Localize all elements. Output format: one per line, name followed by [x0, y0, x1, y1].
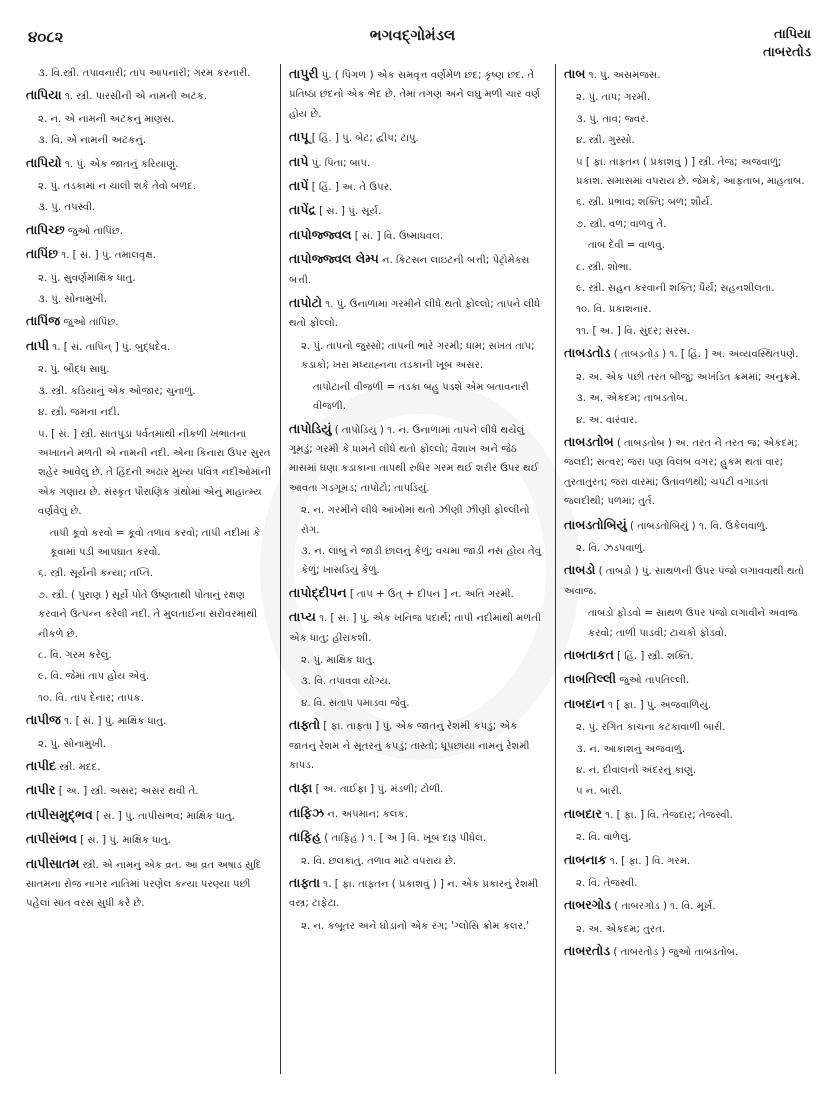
column-1 [18, 64, 280, 1074]
column-2 [280, 64, 556, 1074]
headword: તાબદાર [564, 805, 602, 821]
dictionary-entry [26, 244, 272, 265]
sense-definition: ૩. પું. તપસ્વી. [38, 202, 96, 214]
sense-definition: ૩. અ. એકદમ; તાબડતોબ. [576, 393, 688, 405]
definition: [ હિં. ] અ. તે ઉપર. [311, 182, 393, 194]
sense-definition: ૬. સ્ત્રી. સૂર્યની કન્યા; તપ્તિ. [38, 568, 154, 580]
dictionary-entry [564, 64, 810, 85]
definition: ( તાબડ઼તોડ઼ ) ૧. [ હિં. ] અ. અવ્યવસ્થિતપણે. [613, 349, 799, 361]
sense-definition: ૮. વિ. ગરમ કરેલું. [38, 649, 112, 661]
dictionary-entry [26, 336, 272, 357]
dictionary-entry [26, 710, 272, 731]
definition: જુઓ તાપતિલ્લી. [619, 675, 690, 687]
headword: તાપી [26, 337, 50, 353]
headword: તાપિચ્છ [26, 221, 65, 237]
sense-definition: ૨. પું. સુવર્ણમાક્ષિક ધાતુ. [38, 272, 136, 284]
definition: [ સં. ] પું. તાપીસંભવ; માક્ષિક ધાતુ. [96, 810, 235, 822]
headword: તાબડો [564, 562, 596, 578]
sense-definition: ૪. ન. દીવાલની અંદરનું કાણું. [576, 765, 697, 776]
definition: [ ફા. તાફ્તા ] પું. એક જાતનું રેશમી કપડું; એક જાતનું રેશમ ને સૂતરનું કપડું; તાસ્તો; ધૂપછાંયા નામનું રેશમી કાપડ. [289, 721, 530, 771]
sense-definition: ૫ ન. બારી. [576, 786, 623, 798]
sense-definition: ૩. વિ. તપાવવા યોગ્ય. [301, 676, 392, 688]
page-number: ૪૦૮૨ [28, 28, 64, 46]
sense-definition: ૬. સ્ત્રી. પ્રભાવ; શક્તિ; બળ; શૌર્ય. [576, 197, 713, 209]
definition: ૧. પું. એક જાતનું કરિયાણું. [64, 158, 179, 170]
headword: તાફા [289, 780, 313, 796]
dictionary-entry [564, 669, 810, 690]
dictionary-entry [289, 152, 547, 173]
sense-definition: ૨. પું. રંગિત કાચના કટકાવાળી બારી. [576, 722, 726, 734]
definition: [ હિં. ] પું. બેટ; દ્વીપ; ટાપુ. [311, 133, 419, 145]
headword: તાપિંજ [26, 313, 61, 329]
headword: તાબતિલ્લી [564, 671, 617, 687]
dictionary-entry [289, 827, 547, 848]
definition: [ સં. ] વિ. ઉષ્માધવલ. [354, 230, 444, 242]
definition: ૧. સ્ત્રી. પારસીની એ નામની અટક. [64, 91, 208, 103]
sense-definition: ૩. ન. લાંબું ને જાડી છાલનું કેળું; વચમાં જાડી નસ હોય તેવું કેળું; ખાસડિયું કેળું. [301, 545, 542, 577]
sense-definition: ૨. પું. તાપનો જુસ્સો; તાપની ભારે ગરમી; ધામ; સખત તાપ; કડાકો; ખરા મધ્યાહ્નના તડકાની ખૂબ અસર. [301, 340, 535, 372]
headword: તાપોદ્દીપન [289, 584, 347, 600]
dictionary-columns [18, 64, 818, 1074]
dictionary-entry [289, 249, 547, 290]
sense-definition: ૨. અ. એકદમ; તુરત. [576, 923, 666, 935]
headword: તાપીસમુદ્ભવ [26, 806, 93, 822]
sense-definition: ૨. ન. ગરમીને લીધે આંખોમાં થતો ઝીણી ઝીણી ફોલ્લીનો રોગ. [301, 505, 530, 536]
headword: તાપીસંભવ [26, 831, 77, 847]
definition: [ સં. ] પું. સૂર્ય. [319, 206, 382, 218]
dictionary-entry [289, 200, 547, 221]
sense-definition: ૮. સ્ત્રી. શોભા. [576, 261, 632, 273]
headword: તાપે [289, 153, 309, 169]
dictionary-entry [564, 560, 810, 601]
dictionary-entry [289, 419, 547, 499]
sense-definition: ૨. પું. બૌદ્ધ સાધુ. [38, 364, 110, 376]
sense-definition: ૨. વિ. છલકાતું. તળાવ માટે વપરાય છે. [301, 855, 457, 867]
headword: તાપીદ [26, 758, 57, 773]
sense-definition: ૩. વિ.સ્ત્રી. તપાવનારી; તાપ આપનારી; ગરમ કરનારી. [38, 68, 251, 79]
usage-example: તાબડો ફોડવો = સાથળ ઉપર પંજો લગાવીને અવાજ કરવો; તાળી પાડવી; ટાચકો ફોડવો. [588, 608, 798, 639]
dictionary-entry [26, 311, 272, 332]
dictionary-entry [289, 176, 547, 197]
headword: તાફ્તા [289, 875, 321, 891]
dictionary-entry [564, 941, 810, 962]
headword: તાપેંદ્ર [289, 202, 316, 218]
definition: ( તાબરતોડ઼ ) જુઓ તાબડતોબ. [613, 947, 739, 959]
headword: તાપૂ [289, 129, 309, 145]
headword: તાબ [564, 66, 586, 81]
sense-definition: ૨. અ. એક પછી તરત બીજું; અખંડિત ક્રમમાં; અનુક્રમે. [576, 371, 801, 383]
sense-definition: ૩. પું. તાવ; જ્વર. [576, 113, 649, 125]
sense-definition: ૩. વિ. એ નામની અટકનું. [38, 135, 147, 147]
sense-definition: ૩. ન. આકાશનું અજવાળું. [576, 743, 686, 755]
headword: તાફિહ [289, 829, 321, 845]
definition: ( તાબડ઼તોબ ) અ. તરત ને તરત જ; એકદમ; જલદી; સત્વર; જરા પણ વિલંબ વગર; હુકમ થતાં વાર; તુરતાતુરત; જરા વારમાં; ઉતાવળથી; ચપટી વગાડતાં જલદીથી; પળમાં; તુર્ત. [564, 437, 798, 508]
dictionary-entry [564, 694, 810, 715]
headword: તાફ્તો [289, 717, 321, 733]
dictionary-entry [564, 804, 810, 825]
dictionary-entry [564, 895, 810, 916]
definition: ( તાબરગોડ઼ ) ૧. વિ. મૂર્ખ. [614, 901, 716, 913]
definition: ( તાબડ઼તોબિયું ) ૧. વિ. ઉકેલવાળું. [630, 520, 769, 532]
headword: તાપીસાતમ [26, 855, 80, 871]
headword: તાપિયા [26, 87, 62, 103]
dictionary-entry [289, 607, 547, 648]
headword: તાપોડિયું [289, 420, 332, 436]
definition: ૧. [ ફા. તાફ્તન ( પ્રકાશવું ) ] ન. એક પ્રકારનું રેશમી વસ્ત્ર; ટાફેટા. [289, 879, 539, 910]
definition: ૧. [ ફા. ] વિ. ગરમ. [609, 855, 691, 867]
sense-definition: ૩. સ્ત્રી. કડિયાનું એક ઓજાર; ચુનાળું. [38, 385, 196, 397]
definition: ન. કિટસન લાઇટની બત્તી; પેટ્રોમેક્સ બત્તી. [289, 255, 530, 286]
dictionary-entry [564, 515, 810, 536]
dictionary-entry [26, 829, 272, 850]
usage-example: તાબ દેવી = વાળવું. [588, 240, 666, 252]
dictionary-entry [26, 153, 272, 174]
headword: તાપોજ્જ્વલ લેમ્પ [289, 251, 379, 267]
dictionary-entry [289, 225, 547, 246]
definition: પું. પિતા; બાપ. [311, 157, 371, 169]
dictionary-entry [289, 64, 547, 124]
dictionary-entry [26, 780, 272, 801]
headword: તાપેં [289, 178, 309, 194]
sense-definition: ૨. પું. માક્ષિક ધાતુ. [301, 654, 375, 666]
sense-definition: ૨. વિ. ઝડપવાળું. [576, 542, 646, 554]
dictionary-entry [289, 127, 547, 148]
definition: ૧. [ સં. તાપિન્ ] પું. બુદ્ધદેવ. [52, 341, 171, 353]
dictionary-entry [26, 854, 272, 914]
definition: સ્ત્રી. મદદ. [59, 762, 101, 773]
definition: ૧ [ ફા. ] પું. અજવાળિયું. [608, 699, 712, 711]
sense-definition: ૪. સ્ત્રી. ગુસ્સો. [576, 135, 635, 147]
headword: તાબનાક [564, 851, 607, 867]
sense-definition: ૨. ન. કબૂતર અને ઘોડાનો એક રંગ; 'ગ્લોસિ ક્રોમ કલર.' [301, 920, 530, 932]
dictionary-entry [289, 583, 547, 604]
sense-definition: ૨. પું. તાપ; ગરમી. [576, 92, 651, 104]
headword: તાબરતોડ [564, 943, 611, 959]
usage-example: તાપી કૂવો કરવો = કૂવો તળાવ કરવો; તાપી નદીમાં કે કૂવામાં પડી આપઘાત કરવો. [50, 527, 261, 558]
sense-definition: ૫ [ ફા. તાફ્તન ( પ્રકાશવું ) ] સ્ત્રી. તેજ; અજવાળું; પ્રકાશ. સમાસમાં વપરાય છે. જેમકે, આફતાબ, માહતાબ. [576, 156, 805, 188]
dictionary-entry [289, 778, 547, 799]
headword: તાપોટો [289, 295, 322, 311]
definition: પું. ( પિંગળ ) એક સમવૃત્ત વર્ણમેળ છંદ; કૃષ્ણ છંદ. તે પ્રતિષ્ઠા છંદનો એક ભેદ છે. તેમાં તગણ અને લઘુ મળી ચાર વર્ણ હોય છે. [289, 70, 541, 120]
dictionary-entry [564, 850, 810, 871]
headword: તાબડતોબિયું [564, 516, 627, 532]
definition: ( તાબડ઼ો ) પું. સાથળની ઉપર પંજો લગાવવાથી થતો અવાજ. [564, 566, 804, 597]
dictionary-entry [26, 85, 272, 106]
sense-definition: ૧૧. [ અ. ] વિ. સુંદર; સરસ. [576, 325, 691, 337]
headword: તાપીર [26, 782, 56, 798]
page-header [0, 0, 825, 62]
definition: [ અ. ] સ્ત્રી. અસર; અસર થવી તે. [58, 786, 199, 798]
definition: ૧. પું. અસમંજસ. [588, 70, 661, 81]
usage-example: તાપોટાની વીજળી = તડકા બહુ પડશે એમ બતાવનારી વીજળી. [313, 381, 529, 413]
sense-definition: ૧૦. વિ. તાપ દેનાર; તાપક. [38, 692, 144, 704]
headword: તાબડતોડ [564, 345, 611, 361]
sense-definition: ૪. અ. વારંવાર. [576, 414, 638, 426]
column-3 [556, 64, 818, 1074]
sense-definition: ૨. વિ. તેજસ્વી. [576, 878, 638, 890]
dictionary-entry [289, 293, 547, 334]
definition: [ તાપ + ઉત્ + દીપન ] ન. અતિ ગરમી. [349, 588, 514, 600]
guide-word-first: તાપિયા [773, 27, 811, 42]
definition: [ અ. તાઈફા ] પું. મંડળી; ટોળી. [315, 784, 444, 796]
definition: ૧. પું. ઉનાળામાં ગરમીને લીધે થતો ફોલ્લો; તાપને લીધે થતો ફોલ્લો. [289, 299, 541, 330]
headword: તાબદાન [564, 695, 605, 711]
headword: તાબતાકત [564, 646, 614, 662]
definition: જુઓ તાપિંછ. [67, 225, 124, 237]
dictionary-entry [289, 803, 547, 824]
headword: તાપિયો [26, 154, 62, 170]
headword: તાપુરી [289, 66, 319, 81]
dictionary-entry [564, 645, 810, 666]
sense-definition: ૭. સ્ત્રી. વળ; વાળવું તે. [576, 218, 667, 230]
headword: તાબરગોડ [564, 897, 611, 913]
sense-definition: ૫. [ સં. ] સ્ત્રી. સાતપુડા પર્વતમાંથી નીકળી ખંભાતના અખાતને મળતી એ નામની નદી. એના કિનારા ઉપર સુરત શહેર આવેલું છે. તે હિંદની અઢાર મુખ્ય પવિત્ર નદીઓમાંની એક ગણાય છે. સંસ્કૃત પૌરાણિક ગ્રંથોમાં એનું માહાત્મ્ય વર્ણવેલું છે. [38, 428, 272, 518]
dictionary-entry [289, 873, 547, 914]
guide-words [763, 26, 811, 62]
definition: સ્ત્રી. એ નામનું એક વ્રત. આ વ્રત અષાડ સુદિ સાતમના રોજ નાગર નાતિમાં પરણેલ કન્યા પરણ્યા પછી પહેલાં સાત વરસ સુધી કરે છે. [26, 859, 262, 910]
dictionary-entry [26, 756, 272, 777]
definition: ૧. [ સં. ] પું. એક ખનિજ પદાર્થ; તાપી નદીમાંથી મળતી એક ધાતુ; હીરાકશી. [289, 613, 542, 644]
sense-definition: ૨. વિ. વાળેલું. [576, 832, 632, 844]
headword: તાપોજ્જ્વલ [289, 226, 352, 242]
page-title: ભગવદ્ગોમંડલ [369, 26, 456, 44]
sense-definition: ૨. ન. એ નામની અટકનું માણસ. [38, 113, 175, 125]
headword: તાપિંછ [26, 246, 58, 262]
headword: તાબડતોબ [564, 433, 614, 449]
definition: ૧. [ ફા. ] વિ. તેજદાર; તેજસ્વી. [605, 809, 733, 821]
definition: ( તાફ઼િહ ) ૧. [ અ ] વિ. ખૂબ દારૂ પીધેલ. [324, 833, 487, 845]
headword: તાફિઝ [289, 804, 325, 820]
definition: ( તાપોડ઼િયું ) ૧. ન. ઉનાળામાં તાપને લીધે થયેલું ગૂમડું; ગરમી કે ધામને લીધે થતો ફોલ્લો; વૈશાખ અને જેઠ માસમાં ઘણા કડાકાના તાપથી રુધિર ગરમ થઈ શરીર ઉપર થઈ આવતા ગડગૂમડ; તાપોટો; તાપડિયું. [289, 424, 539, 494]
sense-definition: ૯. વિ. જેમાં તાપ હોય એવું. [38, 671, 150, 683]
sense-definition: ૯. સ્ત્રી. સહન કરવાની શક્તિ; ધૈર્ય; સહનશીલતા. [576, 283, 775, 295]
guide-word-last: તાબરતોડ [763, 45, 811, 60]
dictionary-entry [26, 220, 272, 241]
definition: ૧. [ સં. ] પું. માક્ષિક ધાતુ. [64, 716, 167, 728]
sense-definition: ૭. સ્ત્રી. ( પુરાણ ) સૂર્યે પોતે ઉષ્ણતાથી પોતાનું રક્ષણ કરવાને ઉત્પન્ન કરેલી નદી. તે મુલતાઈના સરોવરમાંથી નીકળે છે. [38, 589, 258, 640]
definition: ૧. [ સં. ] પું. તમાલવૃક્ષ. [61, 250, 157, 262]
dictionary-entry [564, 432, 810, 512]
dictionary-entry [564, 343, 810, 364]
definition: [ સં. ] પું. માક્ષિક ધાતુ. [80, 835, 171, 847]
sense-definition: ૧૦. વિ. પ્રકાશનાર. [576, 304, 652, 316]
dictionary-entry [26, 805, 272, 826]
definition: જુઓ તાપિંછ. [63, 317, 119, 329]
headword: તાપ્ય [289, 609, 316, 625]
dictionary-entry [289, 715, 547, 775]
definition: [ હિં. ] સ્ત્રી. શક્તિ. [617, 650, 694, 662]
sense-definition: ૪. વિ. સંતાપ પમાડવા જેવું. [301, 697, 410, 709]
headword: તાપીજ [26, 712, 61, 728]
sense-definition: ૨. પું. તડકામાં ન ચાલી શકે તેવો બળદ. [38, 181, 197, 193]
sense-definition: ૪. સ્ત્રી. જમના નદી. [38, 407, 120, 419]
definition: ન. અપમાન; કલંક. [327, 808, 408, 820]
sense-definition: ૨. પું. સોનામુખી. [38, 738, 107, 750]
sense-definition: ૩. પું. સોનામુખી. [38, 294, 107, 306]
